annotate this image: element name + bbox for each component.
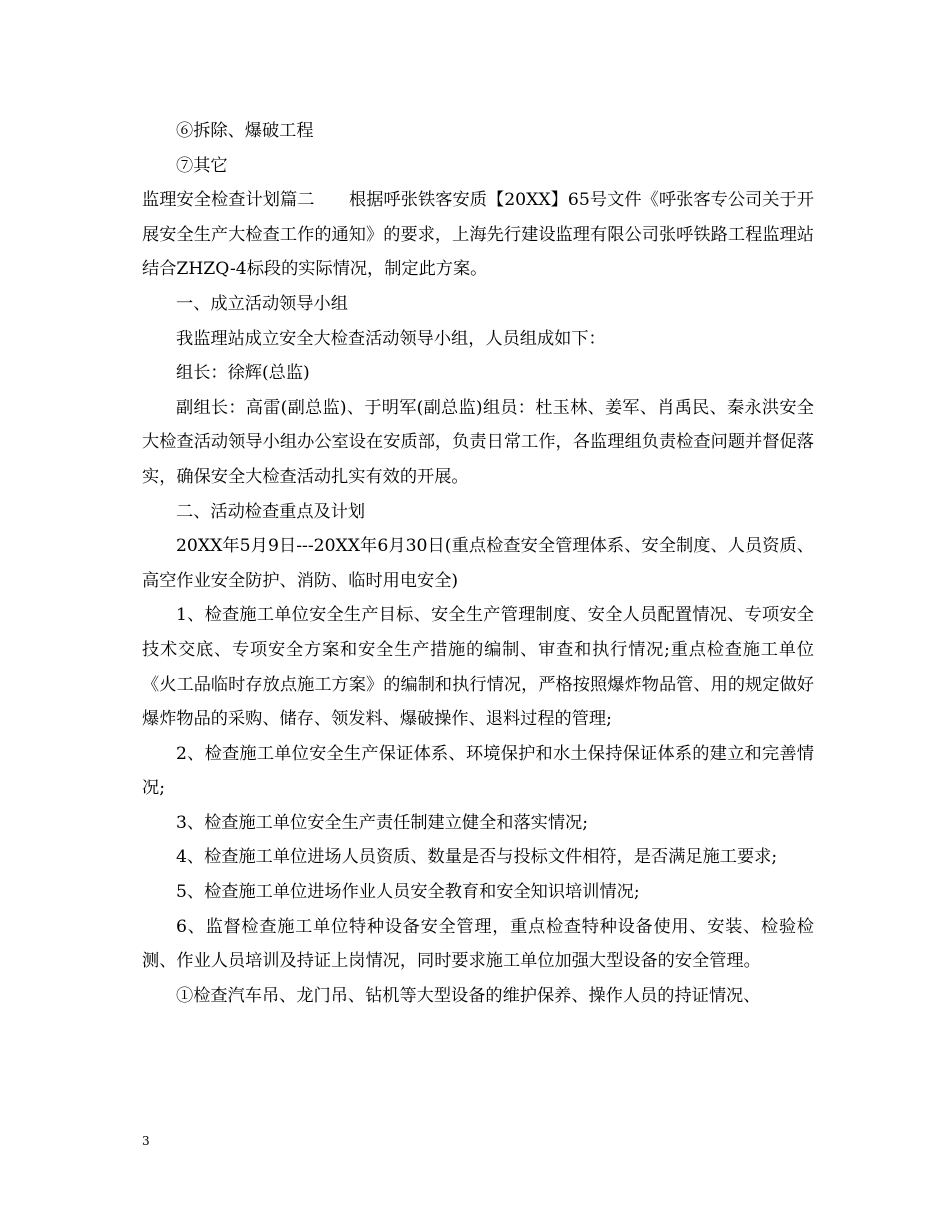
list-item-4: 4、检查施工单位进场人员资质、数量是否与投标文件相符，是否满足施工要求; — [176, 847, 778, 868]
list-item-1: 1、检查施工单位安全生产目标、安全生产管理制度、安全人员配置情况、专项安全技术交底、专项安全方案和安全生产措施的编制、审查和执行情况;重点检查施工单位《火工品临时存放点施工方案》的编制和执行情况，严格按照爆炸物品管、用的规定做好爆炸物品的采购、储存、领发料、爆破操作、退料过程的管理; — [142, 605, 814, 730]
list-item-6: 6、监督检查施工单位特种设备安全管理，重点检查特种设备使用、安装、检验检测、作业人员培训及持证上岗情况，同时要求施工单位加强大型设备的安全管理。 — [142, 916, 814, 972]
paragraph-group-leader: 组长：徐辉(总监) — [176, 363, 310, 384]
list-item-demolition: ⑥拆除、爆破工程 — [176, 121, 314, 141]
paragraph-inspection-period: 20XX年5月9日---20XX年6月30日(重点检查安全管理体系、安全制度、人员资质、高空作业安全防护、消防、临时用电安全) — [142, 536, 814, 591]
list-item-equipment-check: ①检查汽车吊、龙门吊、钻机等大型设备的维护保养、操作人员的持证情况、 — [176, 985, 761, 1006]
list-item-other: ⑦其它 — [176, 155, 228, 176]
list-item-3: 3、检查施工单位安全生产责任制建立健全和落实情况; — [176, 812, 589, 833]
list-item-5: 5、检查施工单位进场作业人员安全教育和安全知识培训情况; — [176, 882, 640, 903]
page-number: 3 — [142, 1134, 150, 1148]
document-body — [142, 114, 814, 1013]
heading-inspection-plan: 二、活动检查重点及计划 — [176, 501, 366, 522]
heading-leadership-group: 一、成立活动领导小组 — [176, 293, 348, 314]
paragraph-deputy-leaders: 副组长：高雷(副总监)、于明军(副总监)组员：杜玉林、姜军、肖禹民、秦永洪安全大检查活动领导小组办公室设在安质部，负责日常工作，各监理组负责检查问题并督促落实，确保安全大检查活动扎实有效的开展。 — [142, 397, 814, 487]
section-intro-paragraph: 监理安全检查计划篇二 根据呼张铁客安质【20XX】65号文件《呼张客专公司关于开展安全生产大检查工作的通知》的要求，上海先行建设监理有限公司张呼铁路工程监理站结合ZHZQ-4标段的实际情况，制定此方案。 — [142, 190, 814, 280]
paragraph-group-formation: 我监理站成立安全大检查活动领导小组，人员组成如下： — [176, 328, 606, 349]
list-item-2: 2、检查施工单位安全生产保证体系、环境保护和水土保持保证体系的建立和完善情况; — [142, 743, 814, 799]
